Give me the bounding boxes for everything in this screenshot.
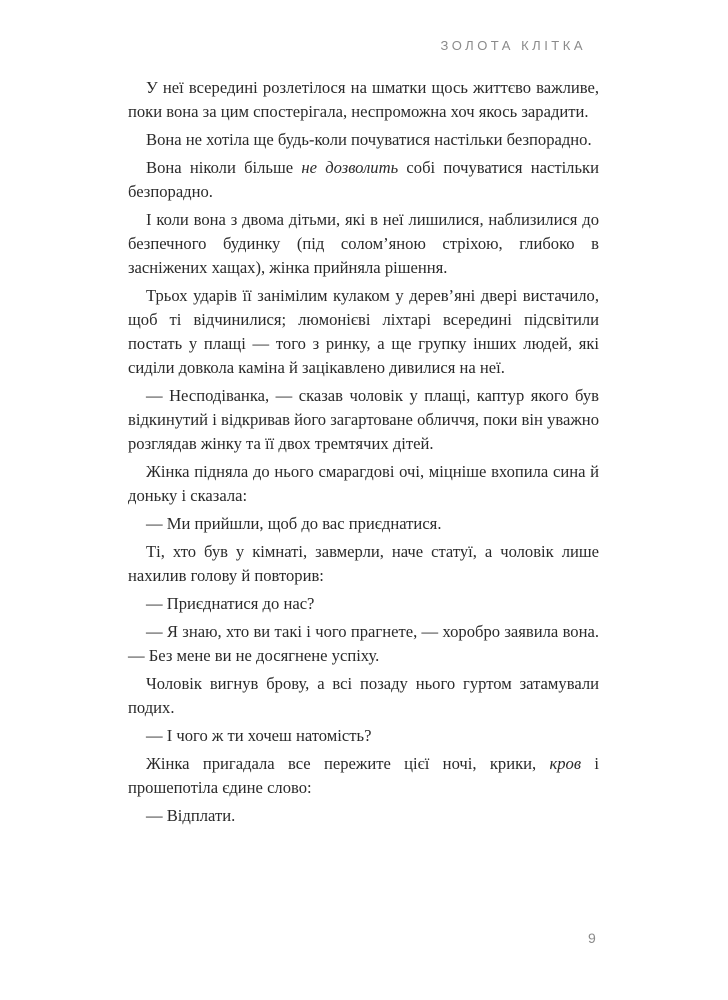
paragraph: У неї всередині розлетілося на шматки щось життєво важливе, поки вона за цим спостерігала, неспроможна хоч якось зарадити. (128, 78, 599, 121)
paragraph: — Я знаю, хто ви такі і чого прагнете, — хоробро заявила вона. — Без мене ви не досягнене успіху. (128, 622, 599, 665)
paragraph-text: Жінка пригадала все пережите цієї ночі, крики, (146, 754, 550, 773)
paragraph: — Ми прийшли, щоб до вас приєднатися. (146, 514, 442, 533)
paragraph (128, 156, 599, 204)
emphasis: кров (549, 754, 582, 773)
paragraph: І коли вона з двома дітьми, які в неї лишилися, наблизилися до безпечного будинку (під солом’яною стріхою, глибоко в засніжених хащах), жінка прийняла рішення. (128, 210, 599, 277)
paragraph-text: собі почуватися настільки безпорадно. (128, 158, 599, 201)
paragraph: Вона не хотіла ще будь-коли почуватися настільки безпорадно. (146, 130, 592, 149)
paragraph: — Відплати. (146, 806, 236, 825)
paragraph-text: Вона ніколи більше (146, 158, 302, 177)
paragraph: — І чого ж ти хочеш натомість? (146, 726, 372, 745)
paragraph (128, 752, 599, 800)
paragraph: — Приєднатися до нас? (146, 594, 315, 613)
paragraph: Чоловік вигнув брову, а всі позаду нього гуртом затамували подих. (128, 674, 599, 717)
paragraph-text: і прошепотіла єдине слово: (128, 754, 599, 797)
paragraph: Ті, хто був у кімнаті, завмерли, наче статуї, а чоловік лише нахилив голову й повторив: (128, 542, 599, 585)
paragraph: Жінка підняла до нього смарагдові очі, міцніше вхопила сина й доньку і сказала: (128, 462, 599, 505)
emphasis: не дозволить (301, 158, 399, 177)
paragraph: — Несподіванка, — сказав чоловік у плащі, каптур якого був відкинутий і відкривав його загартоване обличчя, поки він уважно розглядав жінку та її двох тремтячих дітей. (128, 386, 599, 453)
running-head: ЗОЛОТА КЛІТКА (440, 38, 586, 53)
page-number: 9 (588, 930, 596, 946)
body-text (128, 76, 599, 832)
paragraph: Трьох ударів її занімілим кулаком у дерев’яні двері вистачило, щоб ті відчинилися; люмонієві ліхтарі всередині підсвітили постать у плащі — того з ринку, а ще групку інших людей, які сиділи довкола каміна й зацікавлено дивилися на неї. (128, 286, 599, 377)
